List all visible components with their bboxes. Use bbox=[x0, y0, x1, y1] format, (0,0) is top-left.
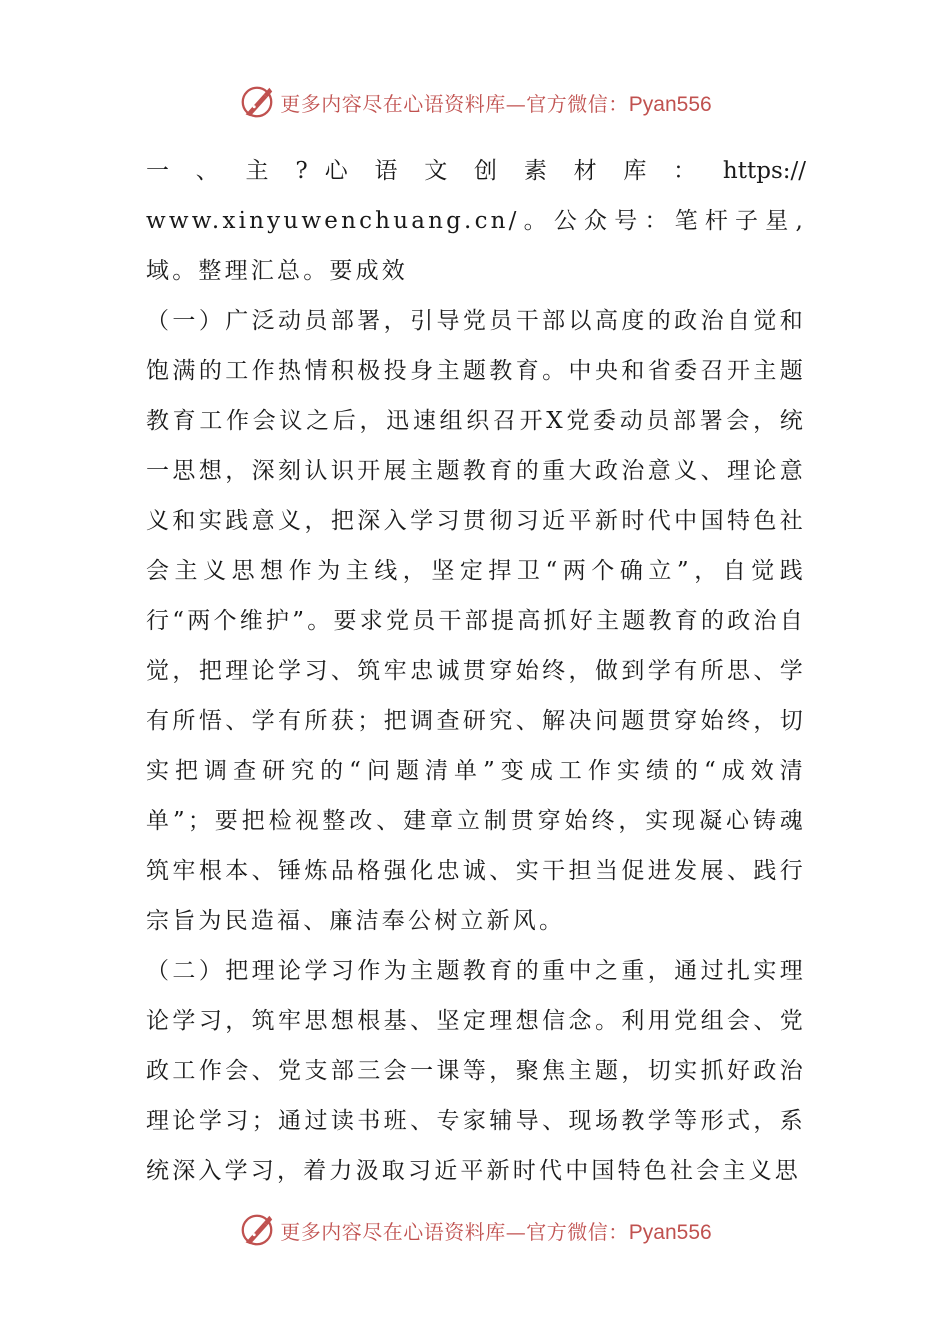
heading-line-2: www.xinyuwenchuang.cn/。公众号：笔杆子星,域。整理汇总。要成效 bbox=[146, 208, 806, 284]
document-heading bbox=[146, 146, 806, 296]
paragraph-2: （二）把理论学习作为主题教育的重中之重，通过扎实理论学习，筑牢思想根基、坚定理想信念。利用党组会、党政工作会、党支部三会一课等，聚焦主题，切实抓好政治理论学习；通过读书班、专家辅导、现场教学等形式，系统深入学习，着力汲取习近平新时代中国特色社会主义思 bbox=[146, 958, 806, 1184]
wechat-id: Pyan556 bbox=[628, 92, 712, 116]
paragraph-1: （一）广泛动员部署，引导党员干部以高度的政治自觉和饱满的工作热情积极投身主题教育。中央和省委召开主题教育工作会议之后，迅速组织召开X党委动员部署会，统一思想，深刻认识开展主题教育的重大政治意义、理论意义和实践意义，把深入学习贯彻习近平新时代中国特色社会主义思想作为主线，坚定捍卫“两个确立”，自觉践行“两个维护”。要求党员干部提高抓好主题教育的政治自觉，把理论学习、筑牢忠诚贯穿始终，做到学有所思、学有所悟、学有所获；把调查研究、解决问题贯穿始终，切实把调查研究的“问题清单”变成工作实绩的“成效清单”；要把检视整改、建章立制贯穿始终，实现凝心铸魂筑牢根本、锤炼品格强化忠诚、实干担当促进发展、践行宗旨为民造福、廉洁奉公树立新风。 bbox=[146, 308, 806, 934]
watermark-text: 更多内容尽在心语资料库—官方微信：Pyan556 bbox=[280, 91, 712, 116]
pen-nib-logo-icon bbox=[238, 1211, 276, 1249]
watermark-banner-bottom bbox=[0, 1208, 950, 1252]
watermark-banner-top bbox=[0, 80, 950, 124]
wechat-id: Pyan556 bbox=[628, 1220, 712, 1244]
pen-nib-logo-icon bbox=[238, 83, 276, 121]
heading-line-1: 一 、 主 ? 心 语 文 创 素 材 库 ： https:// bbox=[146, 158, 806, 184]
watermark-text: 更多内容尽在心语资料库—官方微信：Pyan556 bbox=[280, 1219, 712, 1244]
document-body bbox=[146, 146, 806, 1196]
